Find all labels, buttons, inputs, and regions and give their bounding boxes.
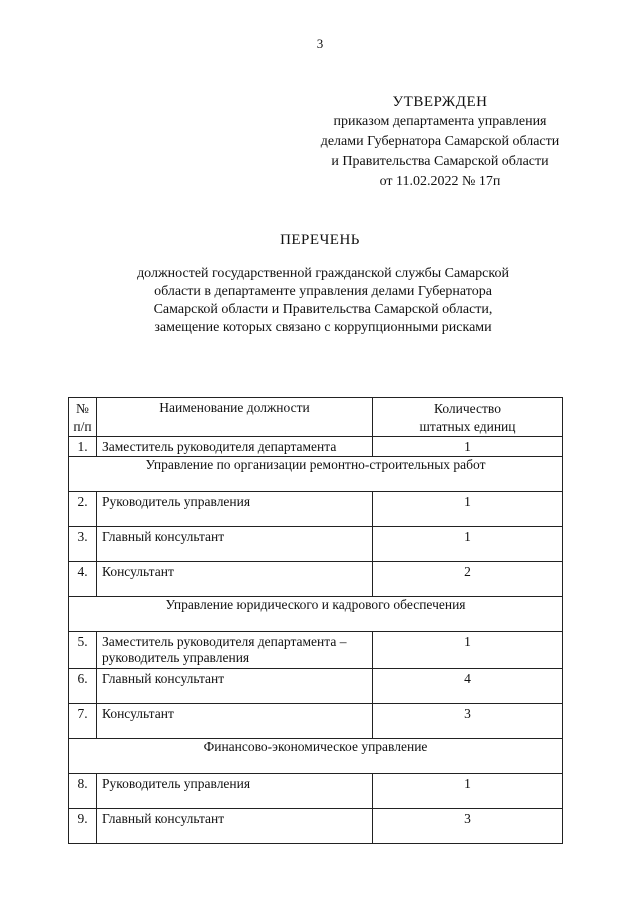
approval-line: и Правительства Самарской области [331, 154, 549, 169]
table-row [69, 774, 563, 809]
position-qty: 3 [464, 706, 471, 721]
header-qty [373, 398, 563, 437]
position-qty: 1 [464, 529, 471, 544]
row-number: 6. [77, 671, 88, 686]
subtitle-line: замещение которых связано с коррупционными рисками [154, 320, 492, 335]
position-name: Руководитель управления [102, 494, 251, 509]
approval-line: приказом департамента управления [333, 114, 547, 129]
table-row [69, 632, 563, 669]
table-row [69, 704, 563, 739]
position-name-line: Заместитель руководителя департамента – [102, 634, 347, 649]
position-name: Консультант [102, 564, 174, 579]
table-row [69, 437, 563, 457]
section-row [69, 597, 563, 632]
position-name: Консультант [102, 706, 174, 721]
row-number: 3. [77, 529, 88, 544]
row-number: 4. [77, 564, 88, 579]
table-header-row [69, 398, 563, 437]
subtitle-line: Самарской области и Правительства Самарской области, [153, 302, 493, 317]
row-number: 7. [77, 706, 88, 721]
section-title: Управление по организации ремонтно-строительных работ [69, 457, 563, 492]
subtitle-line: должностей государственной гражданской службы Самарской [137, 266, 509, 281]
position-name: Главный консультант [102, 811, 225, 826]
approval-date-line: от 11.02.2022 № 17п [379, 174, 501, 189]
page-number: 3 [316, 36, 324, 51]
position-name: Руководитель управления [102, 776, 251, 791]
header-num-line: п/п [73, 419, 92, 434]
header-qty-line: Количество [434, 401, 501, 416]
row-number: 5. [77, 634, 88, 649]
table-row [69, 527, 563, 562]
table-row [69, 809, 563, 844]
approval-line: делами Губернатора Самарской области [320, 134, 560, 149]
document-title: ПЕРЕЧЕНЬ [280, 232, 360, 248]
position-qty: 1 [464, 634, 471, 649]
position-name [97, 632, 372, 666]
header-num-line: № [76, 401, 89, 416]
position-name: Главный консультант [102, 529, 225, 544]
section-title: Управление юридического и кадрового обеспечения [69, 597, 563, 632]
row-number: 8. [77, 776, 88, 791]
approval-title: УТВЕРЖДЕН [392, 94, 488, 110]
table-row [69, 669, 563, 704]
document-subtitle [108, 265, 538, 337]
section-row [69, 739, 563, 774]
section-row [69, 457, 563, 492]
section-title: Финансово-экономическое управление [69, 739, 563, 774]
header-name: Наименование должности [97, 398, 373, 437]
position-qty: 4 [464, 671, 471, 686]
position-name: Заместитель руководителя департамента [102, 439, 337, 454]
row-number: 1. [77, 439, 88, 454]
position-qty: 1 [464, 776, 471, 791]
approval-block [280, 92, 600, 192]
row-number: 9. [77, 811, 88, 826]
position-name-line: руководитель управления [102, 650, 250, 665]
position-qty: 2 [464, 564, 471, 579]
header-qty-line: штатных единиц [419, 419, 516, 434]
table-row [69, 492, 563, 527]
position-qty: 1 [464, 494, 471, 509]
table-row [69, 562, 563, 597]
row-number: 2. [77, 494, 88, 509]
subtitle-line: области в департаменте управления делами Губернатора [154, 284, 492, 299]
position-qty: 3 [464, 811, 471, 826]
position-qty: 1 [464, 439, 471, 454]
positions-table [68, 397, 563, 844]
position-name: Главный консультант [102, 671, 225, 686]
header-num [69, 398, 97, 437]
